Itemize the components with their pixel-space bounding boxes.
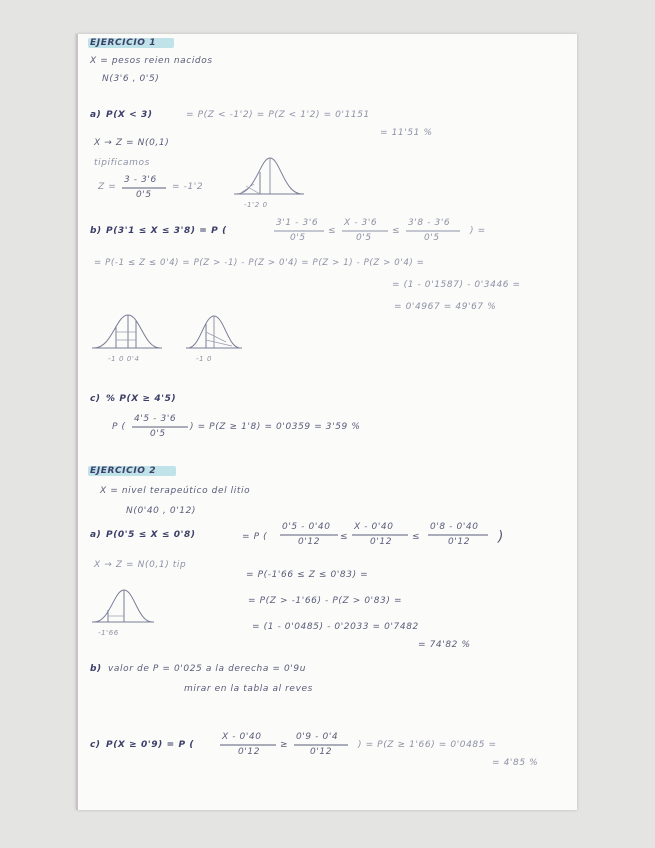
ex1-b-line4: = 0'4967 = 49'67 % xyxy=(394,302,497,312)
ex1-b-frac1-den: 0'5 xyxy=(290,233,306,243)
ex1-c-fraction-bar xyxy=(132,426,188,428)
ex1-c-numerator: 4'5 - 3'6 xyxy=(134,414,177,424)
ex1-b-frac2-num: X - 3'6 xyxy=(344,218,378,228)
ex2-distribution: N(0'40 , 0'12) xyxy=(126,506,197,516)
ex2-part-c-expression: P(X ≥ 0'9) = P ( xyxy=(106,740,195,750)
ex2-a-frac3-bar xyxy=(428,534,488,536)
ex2-a-line3: = P(Z > -1'66) - P(Z > 0'83) = xyxy=(248,596,403,606)
ex2-a-line4: = (1 - 0'0485) - 0'2033 = 0'7482 xyxy=(252,622,419,632)
ex1-b-frac3-den: 0'5 xyxy=(424,233,440,243)
ex2-a-frac3-num: 0'8 - 0'40 xyxy=(430,522,479,532)
ex2-transform: X → Z = N(0,1) tip xyxy=(94,560,187,570)
ex2-c-ge: ≥ xyxy=(280,740,289,750)
ex1-b-line3: = (1 - 0'1587) - 0'3446 = xyxy=(392,280,521,290)
ex1-b-line2: = P(-1 ≤ Z ≤ 0'4) = P(Z > -1) - P(Z > 0'4) = P(Z > 1) - P(Z > 0'4) = xyxy=(94,258,425,268)
exercise-1-title: EJERCICIO 1 xyxy=(90,38,157,48)
ex1-part-a-percent: = 11'51 % xyxy=(380,128,433,138)
ex1-b-curve-2-ticks: -1 0 xyxy=(196,355,213,363)
ex2-a-frac2-bar xyxy=(352,534,408,536)
ex1-b-normal-curve-1-icon xyxy=(92,312,162,354)
ex1-z-lhs: Z = xyxy=(98,182,117,192)
ex2-c-frac1-bar xyxy=(220,744,276,746)
ex2-a-line5: = 74'82 % xyxy=(418,640,471,650)
notebook-page xyxy=(76,34,577,810)
ex1-c-denominator: 0'5 xyxy=(150,429,166,439)
ex1-z-denominator: 0'5 xyxy=(136,190,152,200)
ex1-b-frac3-num: 3'8 - 3'6 xyxy=(408,218,451,228)
ex2-c-frac1-num: X - 0'40 xyxy=(222,732,262,742)
ex1-b-close: ) = xyxy=(470,226,486,236)
ex1-c-result: ) = P(Z ≥ 1'8) = 0'0359 = 3'59 % xyxy=(190,422,361,432)
ex2-c-frac2-den: 0'12 xyxy=(310,747,333,757)
ex1-b-frac1-num: 3'1 - 3'6 xyxy=(276,218,319,228)
ex2-a-frac1-den: 0'12 xyxy=(298,537,321,547)
ex2-variable-definition: X = nivel terapeútico del litio xyxy=(100,486,251,496)
ex1-b-le-2: ≤ xyxy=(392,226,401,236)
ex2-a-frac1-num: 0'5 - 0'40 xyxy=(282,522,331,532)
ex2-a-curve-tick: -1'66 xyxy=(98,629,119,637)
ex1-b-frac2-den: 0'5 xyxy=(356,233,372,243)
ex2-part-c-label: c) xyxy=(90,740,101,750)
ex1-part-a-label: a) xyxy=(90,110,102,120)
page-margin-line xyxy=(76,34,78,810)
ex1-b-le-1: ≤ xyxy=(328,226,337,236)
ex1-part-c-expression: % P(X ≥ 4'5) xyxy=(106,394,177,404)
ex2-part-b-label: b) xyxy=(90,664,102,674)
ex1-z-numerator: 3 - 3'6 xyxy=(124,175,157,185)
ex1-part-a-equation: = P(Z < -1'2) = P(Z < 1'2) = 0'1151 xyxy=(186,110,370,120)
ex2-a-frac2-num: X - 0'40 xyxy=(354,522,394,532)
ex1-variable-definition: X = pesos reien nacidos xyxy=(90,56,213,66)
ex1-part-c-label: c) xyxy=(90,394,101,404)
ex1-c-p-open: P ( xyxy=(112,422,126,432)
ex2-a-frac1-bar xyxy=(280,534,338,536)
ex2-part-a-label: a) xyxy=(90,530,102,540)
ex2-c-result: ) = P(Z ≥ 1'66) = 0'0485 = xyxy=(358,740,497,750)
ex2-a-le-2: ≤ xyxy=(412,532,421,542)
ex2-c-frac1-den: 0'12 xyxy=(238,747,261,757)
ex1-distribution: N(3'6 , 0'5) xyxy=(102,74,160,84)
ex2-b-text: valor de P = 0'025 a la derecha = 0'9u xyxy=(108,664,307,674)
ex1-z-fraction-bar xyxy=(122,187,166,189)
ex2-a-eq-open: = P ( xyxy=(242,532,268,542)
ex2-a-close: ) xyxy=(498,529,505,545)
ex2-a-le-1: ≤ xyxy=(340,532,349,542)
ex1-a-normal-curve-icon xyxy=(234,154,304,198)
ex1-part-a-expression: P(X < 3) xyxy=(106,110,153,120)
ex1-z-result: = -1'2 xyxy=(172,182,204,192)
ex2-c-frac2-num: 0'9 - 0'4 xyxy=(296,732,339,742)
ex1-tipificamos: tipificamos xyxy=(94,158,150,168)
exercise-2-title: EJERCICIO 2 xyxy=(90,466,157,476)
ex2-c-frac2-bar xyxy=(294,744,348,746)
ex1-transform: X → Z = N(0,1) xyxy=(94,138,170,148)
ex1-a-curve-ticks: -1'2 0 xyxy=(244,201,268,209)
ex1-part-b-expression: P(3'1 ≤ X ≤ 3'8) = P ( xyxy=(106,226,227,236)
ex1-b-frac1-bar xyxy=(274,230,324,232)
ex1-b-normal-curve-2-icon xyxy=(186,312,242,354)
ex2-c-percent: = 4'85 % xyxy=(492,758,539,768)
ex2-b-text2: mirar en la tabla al reves xyxy=(184,684,313,694)
ex2-a-normal-curve-icon xyxy=(92,586,154,628)
ex2-part-a-expression: P(0'5 ≤ X ≤ 0'8) xyxy=(106,530,196,540)
ex1-b-frac2-bar xyxy=(342,230,388,232)
ex1-b-frac3-bar xyxy=(406,230,460,232)
ex2-a-frac3-den: 0'12 xyxy=(448,537,471,547)
ex1-b-curve-1-ticks: -1 0 0'4 xyxy=(108,355,140,363)
ex2-a-line2: = P(-1'66 ≤ Z ≤ 0'83) = xyxy=(246,570,369,580)
ex2-a-frac2-den: 0'12 xyxy=(370,537,393,547)
ex1-part-b-label: b) xyxy=(90,226,102,236)
